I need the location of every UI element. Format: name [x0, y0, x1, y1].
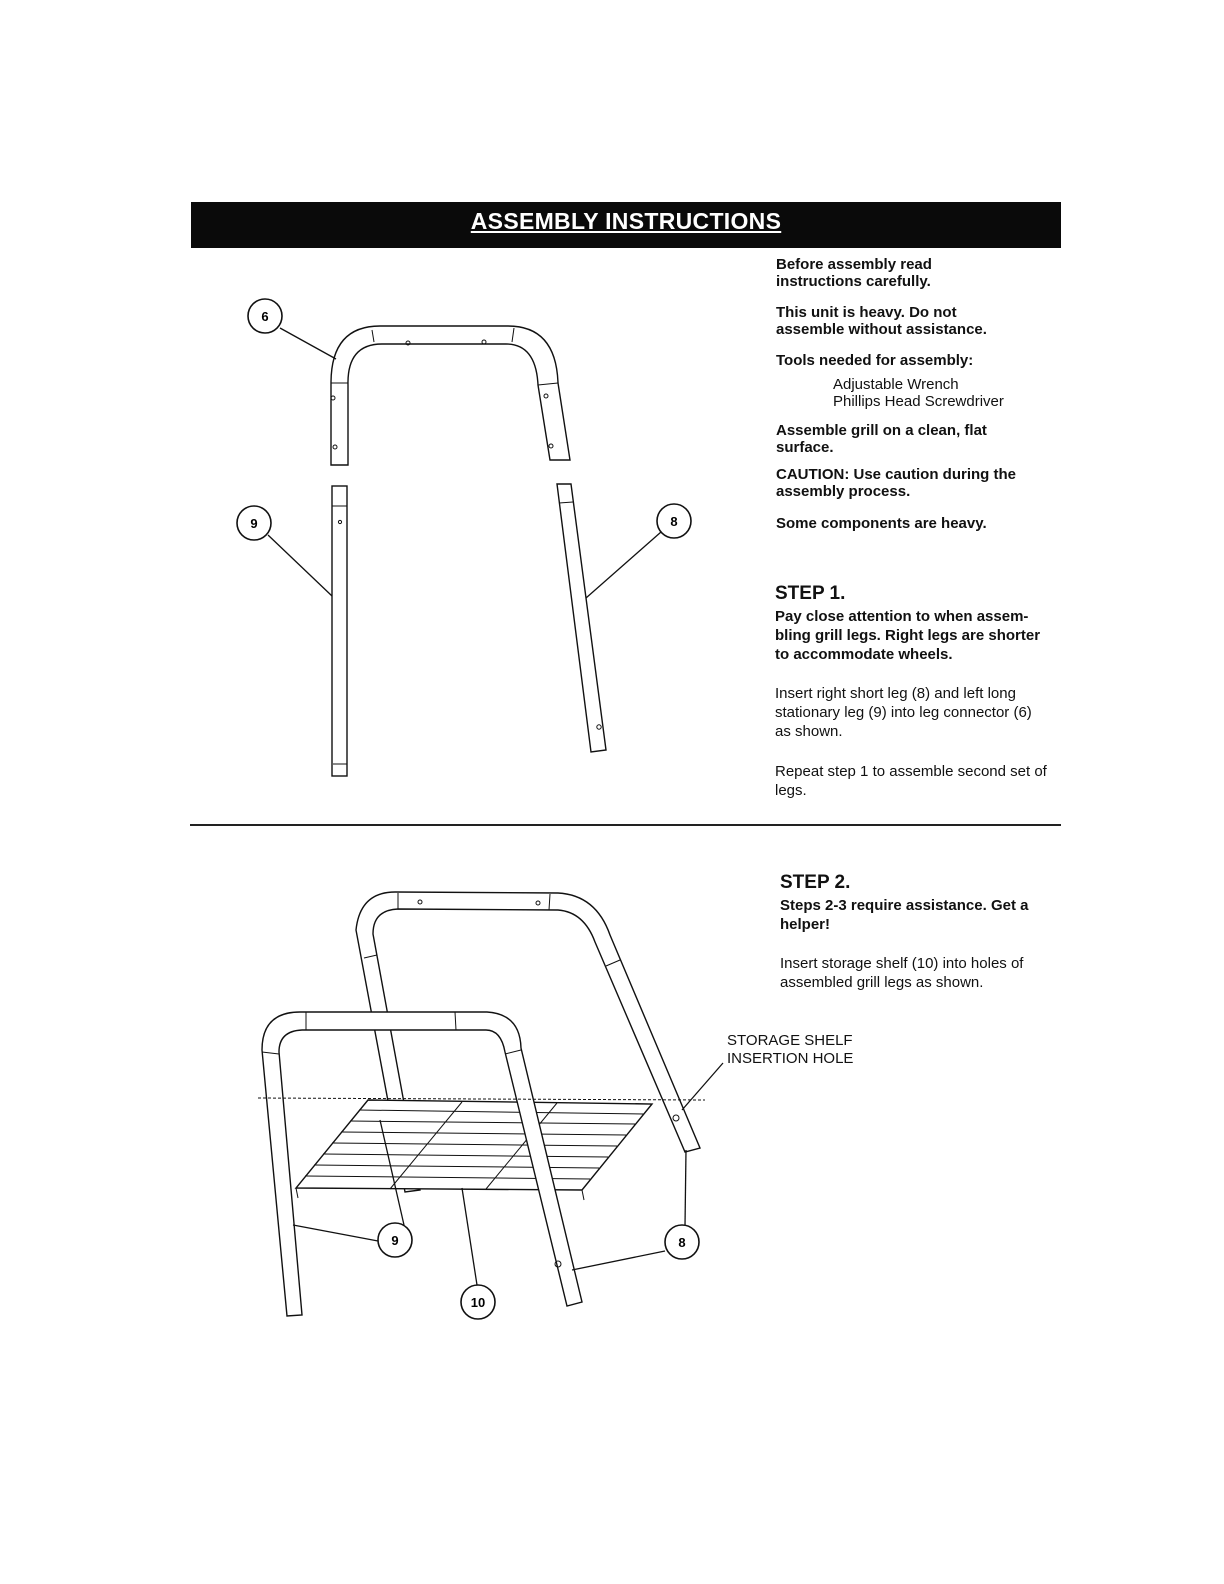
- step2-title: STEP 2.: [780, 872, 851, 893]
- callout-8-label: 8: [670, 514, 678, 529]
- step2-callout-8: [665, 1225, 699, 1259]
- step2-callout-9: [378, 1223, 412, 1257]
- intro-surface: Assemble grill on a clean, flat surface.: [776, 422, 987, 456]
- intro-read-first: Before assembly read instructions carefully.: [776, 256, 932, 290]
- step2-callout-10-label: 10: [470, 1295, 486, 1310]
- leg-connector-part: [331, 326, 570, 465]
- step2-note: Steps 2-3 require assistance. Get a helper!: [780, 897, 1029, 933]
- callout-6-label: 6: [261, 309, 269, 324]
- step2-callout-9-label: 9: [391, 1233, 399, 1248]
- callout-6: [248, 299, 282, 333]
- step1-note: Pay close attention to when assem-bling grill legs. Right legs are shorter to accommodate wheels.: [775, 608, 1041, 663]
- step1-title: STEP 1.: [775, 583, 846, 604]
- right-short-leg-part: [557, 484, 606, 752]
- step2-callout-8-label: 8: [678, 1235, 686, 1250]
- intro-heavy-components: Some components are heavy.: [776, 515, 987, 532]
- callout-8: [657, 504, 691, 538]
- insertion-hole-label: INSERTION HOLE: [727, 1050, 854, 1067]
- storage-shelf-label: STORAGE SHELF: [727, 1032, 853, 1049]
- section-title: ASSEMBLY INSTRUCTIONS: [470, 208, 782, 234]
- tools-heading: Tools needed for assembly:: [776, 352, 974, 369]
- left-long-leg-part: [332, 486, 347, 776]
- callout-9: [237, 506, 271, 540]
- tool-item: Adjustable Wrench: [833, 376, 959, 393]
- tool-item: Phillips Head Screwdriver: [833, 393, 1004, 410]
- step2-instruction: Insert storage shelf (10) into holes of assembled grill legs as shown.: [780, 955, 1024, 991]
- callout-9-label: 9: [250, 516, 258, 531]
- step1-instruction: Insert right short leg (8) and left long stationary leg (9) into leg connector (6) as shown.: [775, 685, 1032, 740]
- intro-heavy-unit: This unit is heavy. Do not assemble without assistance.: [776, 304, 987, 338]
- step2-callout-10: [461, 1285, 495, 1319]
- step1-repeat: Repeat step 1 to assemble second set of legs.: [775, 763, 1047, 799]
- storage-shelf-part: [296, 1100, 652, 1200]
- intro-caution: CAUTION: Use caution during the assembly process.: [776, 466, 1016, 500]
